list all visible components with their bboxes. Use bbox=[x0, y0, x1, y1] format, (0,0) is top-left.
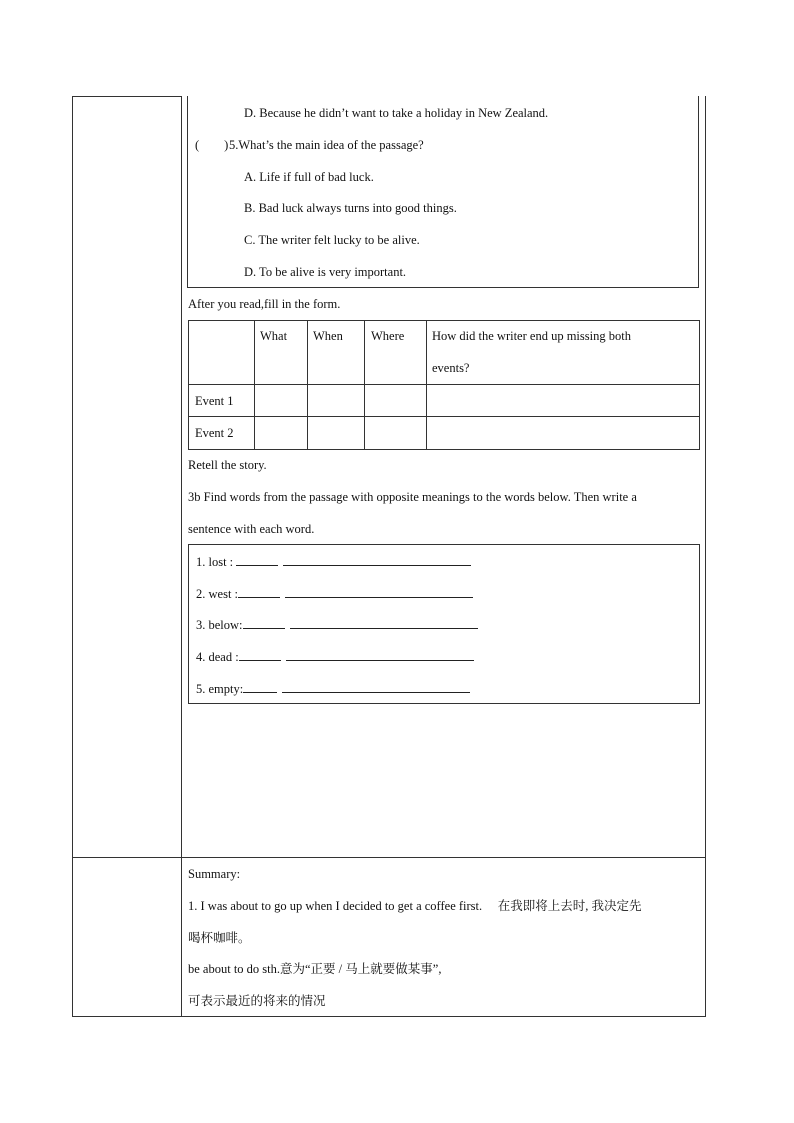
antonym-blank[interactable] bbox=[238, 585, 280, 598]
outer-bottom-border bbox=[72, 1016, 706, 1017]
summary-line-1: 1. I was about to go up when I decided to get a coffee first. 在我即将上去时, 我决定先 bbox=[188, 899, 642, 913]
q4-option-d: D. Because he didn’t want to take a holiday in New Zealand. bbox=[244, 106, 549, 120]
retell-instruction: Retell the story. bbox=[188, 458, 267, 472]
word-item-3 bbox=[196, 616, 478, 633]
sentence-blank[interactable] bbox=[286, 648, 474, 661]
q5-answer-paren[interactable]: ( ) bbox=[195, 138, 229, 152]
sentence-blank[interactable] bbox=[282, 680, 470, 693]
word-item-4 bbox=[196, 648, 474, 665]
antonym-blank[interactable] bbox=[243, 680, 277, 693]
header-where: Where bbox=[371, 329, 405, 343]
q5-stem: 5.What’s the main idea of the passage? bbox=[229, 138, 424, 152]
word-item-5 bbox=[196, 680, 470, 697]
antonym-blank[interactable] bbox=[239, 648, 281, 661]
word-item-2 bbox=[196, 585, 473, 602]
header-how-line2: events? bbox=[432, 361, 470, 375]
column-divider bbox=[181, 96, 182, 1016]
form-instruction: After you read,fill in the form. bbox=[188, 297, 341, 311]
summary-line-2: 喝杯咖啡。 bbox=[188, 931, 251, 945]
sentence-blank[interactable] bbox=[290, 616, 478, 629]
word-label: 3. below: bbox=[196, 618, 243, 632]
sentence-blank[interactable] bbox=[285, 585, 473, 598]
q5-option-c: C. The writer felt lucky to be alive. bbox=[244, 233, 420, 247]
word-item-1 bbox=[196, 553, 471, 570]
outer-top-border-left bbox=[72, 96, 182, 97]
header-when: When bbox=[313, 329, 343, 343]
header-how-line1: How did the writer end up missing both bbox=[432, 329, 631, 343]
section-3b-instruction-line1: 3b Find words from the passage with opposite meanings to the words below. Then write a bbox=[188, 490, 637, 504]
word-label: 4. dead : bbox=[196, 650, 239, 664]
word-label: 5. empty: bbox=[196, 682, 244, 696]
q5-option-a: A. Life if full of bad luck. bbox=[244, 170, 374, 184]
q5-option-b: B. Bad luck always turns into good things. bbox=[244, 201, 457, 215]
question-box bbox=[187, 96, 699, 288]
event-form-table bbox=[188, 320, 700, 450]
sentence-blank[interactable] bbox=[283, 553, 471, 566]
header-what: What bbox=[260, 329, 288, 343]
row-divider bbox=[72, 857, 706, 858]
word-label: 2. west : bbox=[196, 587, 239, 601]
outer-right-border bbox=[705, 96, 706, 1016]
summary-heading: Summary: bbox=[188, 867, 241, 881]
antonym-blank[interactable] bbox=[243, 616, 285, 629]
row-event-1: Event 1 bbox=[195, 394, 234, 408]
summary-line-3: be about to do sth.意为“正要 / 马上就要做某事”, bbox=[188, 962, 442, 976]
antonym-blank[interactable] bbox=[236, 553, 278, 566]
section-3b-instruction-line2: sentence with each word. bbox=[188, 522, 315, 536]
q5-option-d: D. To be alive is very important. bbox=[244, 265, 407, 279]
row-event-2: Event 2 bbox=[195, 426, 234, 440]
outer-left-border bbox=[72, 96, 73, 1016]
summary-line-4: 可表示最近的将来的情况 bbox=[188, 994, 326, 1008]
word-label: 1. lost : bbox=[196, 555, 237, 569]
